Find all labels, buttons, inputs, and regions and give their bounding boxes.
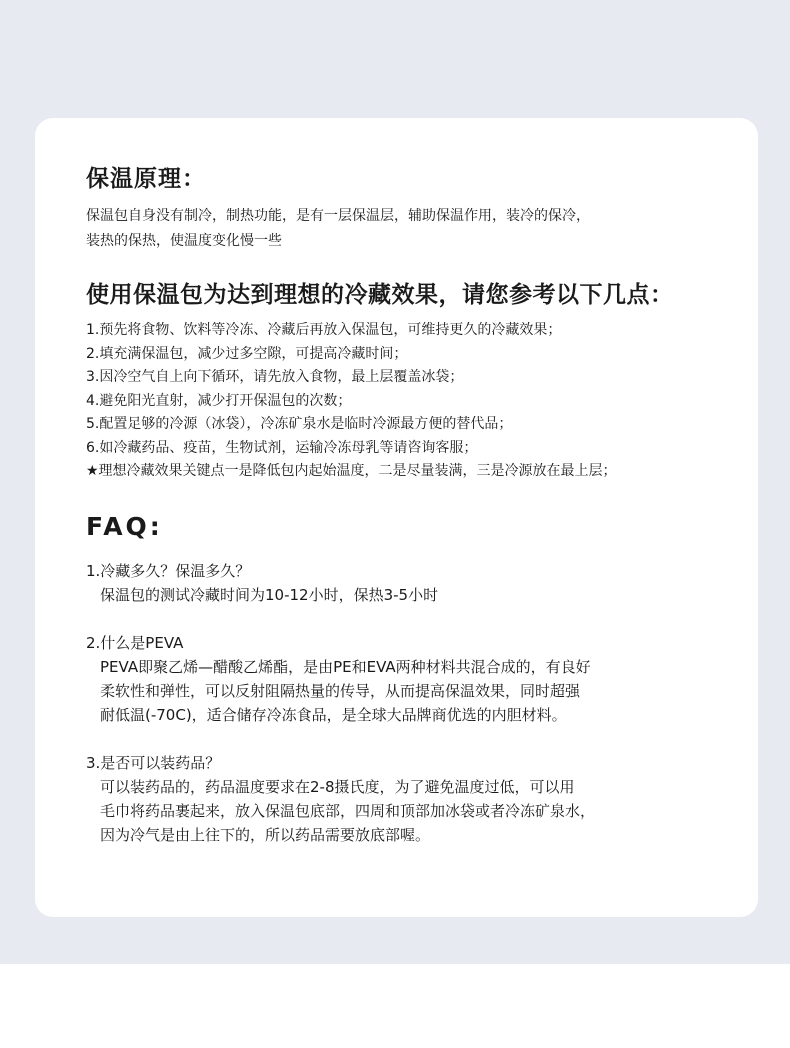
faq-item-peva [86,631,591,727]
principle-title: 保温原理： [86,166,206,192]
tips-item: 2.填充满保温包，减少过多空隙，可提高冷藏时间； [86,345,408,362]
faq-item-cooling-time [86,559,438,607]
faq-item-medicine [86,751,595,847]
tips-item: 5.配置足够的冷源（冰袋），冷冻矿泉水是临时冷源最方便的替代品； [86,416,513,432]
faq-answer-line: 耐低温(-70C)，适合储存冷冻食品，是全球大品牌商优选的内胆材料。 [100,706,567,724]
faq-answer-line: 柔软性和弹性，可以反射阻隔热量的传导，从而提高保温效果，同时超强 [100,682,581,700]
faq-answer-line: 保温包的测试冷藏时间为10-12小时，保热3-5小时 [100,586,439,604]
tips-item: 4.避免阳光直射，减少打开保温包的次数； [86,392,352,409]
tips-item-key-point: ★理想冷藏效果关键点一是降低包内起始温度，二是尽量装满，三是冷源放在最上层； [86,463,617,479]
principle-body [86,204,706,254]
tips-title: 使用保温包为达到理想的冷藏效果，请您参考以下几点： [86,282,674,308]
principle-line: 装热的保热，使温度变化慢一些 [86,233,282,249]
faq-title: FAQ: [86,512,163,541]
faq-answer-line: 毛巾将药品裹起来，放入保温包底部，四周和顶部加冰袋或者冷冻矿泉水， [100,802,596,820]
faq-question: 1.冷藏多久？保温多久？ [86,562,251,580]
faq-answer [86,655,591,727]
tips-item: 6.如冷藏药品、疫苗，生物试剂，运输冷冻母乳等请咨询客服； [86,439,478,456]
tips-item: 3.因冷空气自上向下循环，请先放入食物，最上层覆盖冰袋； [86,369,464,385]
faq-answer-line: PEVA即聚乙烯—醋酸乙烯酯，是由PE和EVA两种材料共混合成的，有良好 [100,658,591,676]
tips-item: 1.预先将食物、饮料等冷冻、冷藏后再放入保温包，可维持更久的冷藏效果； [86,322,562,338]
faq-question: 2.什么是PEVA [86,634,184,652]
faq-answer-line: 可以装药品的，药品温度要求在2-8摄氏度，为了避免温度过低，可以用 [100,778,575,796]
tips-list [86,319,617,484]
faq-answer [86,583,438,607]
principle-line: 保温包自身没有制冷，制热功能，是有一层保温层，辅助保温作用，装冷的保冷， [86,208,590,224]
faq-question: 3.是否可以装药品？ [86,754,221,772]
faq-answer-line: 因为冷气是由上往下的，所以药品需要放底部喔。 [100,826,431,844]
faq-answer [86,775,595,847]
